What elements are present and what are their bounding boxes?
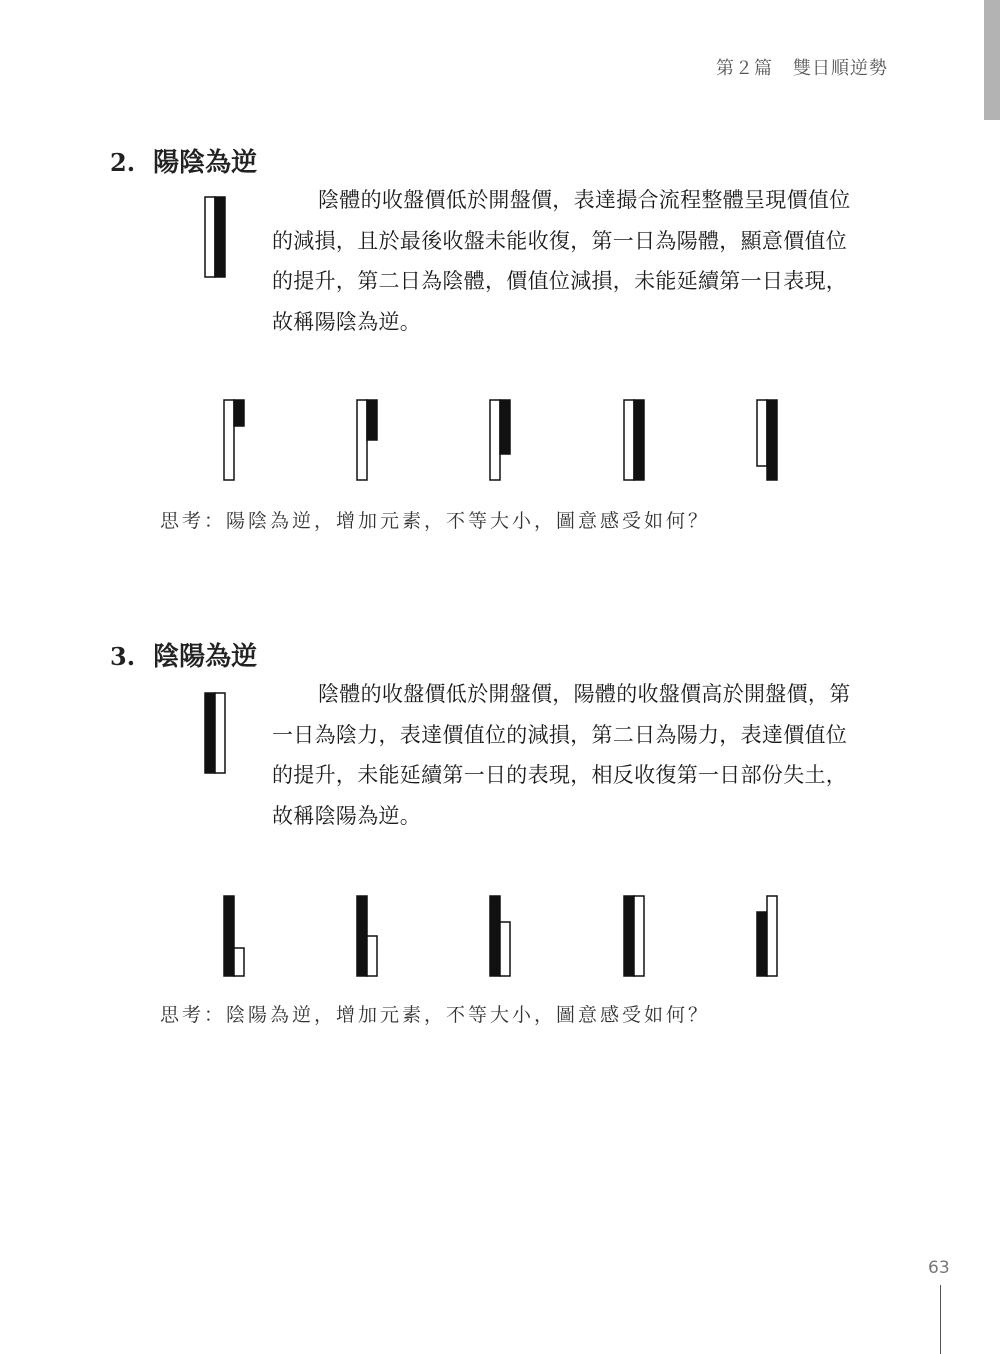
section-heading: 陽陰為逆 bbox=[153, 148, 258, 178]
candle-pair-3 bbox=[490, 896, 510, 976]
yang-candle bbox=[367, 936, 377, 976]
para-line: 故稱陰陽為逆。 bbox=[272, 803, 422, 828]
section-heading: 陰陽為逆 bbox=[153, 642, 258, 672]
yin-candle bbox=[757, 912, 767, 976]
candle-pair-5 bbox=[757, 400, 777, 480]
yin-candle bbox=[224, 896, 234, 976]
candle-pair-4 bbox=[624, 896, 644, 976]
yang-candle bbox=[224, 400, 234, 480]
section-3-think: 思考：陰陽為逆，增加元素，不等大小，圖意感受如何？ bbox=[160, 1004, 711, 1026]
yang-candle bbox=[500, 922, 510, 976]
running-header bbox=[716, 54, 888, 80]
section-3-icon-candles bbox=[204, 692, 228, 776]
candle-pair-3 bbox=[490, 400, 510, 480]
yin-candle bbox=[205, 693, 215, 773]
para-line: 一日為陰力，表達價值位的減損，第二日為陽力，表達價值位 bbox=[272, 722, 848, 747]
chapter-thumb-tab bbox=[984, 0, 1000, 120]
page-number-rule bbox=[940, 1285, 941, 1354]
header-chapter: 第２篇 bbox=[716, 58, 773, 79]
candle-pair-2 bbox=[357, 400, 377, 480]
yang-candle bbox=[215, 693, 225, 773]
candle-pair-4 bbox=[624, 400, 644, 480]
yang-candle bbox=[757, 400, 767, 466]
section-2-think: 思考：陽陰為逆，增加元素，不等大小，圖意感受如何？ bbox=[160, 510, 711, 532]
para-line: 陰體的收盤價低於開盤價，陽體的收盤價高於開盤價，第 bbox=[318, 682, 851, 706]
yin-candle bbox=[490, 896, 500, 976]
yang-candle bbox=[624, 400, 634, 480]
yin-candle bbox=[624, 896, 634, 976]
yin-candle bbox=[767, 400, 777, 480]
section-3-paragraph bbox=[272, 674, 892, 836]
section-2-candle-figures bbox=[0, 398, 1000, 484]
yang-candle bbox=[490, 400, 500, 480]
yang-candle bbox=[205, 197, 215, 277]
section-3-candle-figures bbox=[0, 894, 1000, 980]
para-line: 陰體的收盤價低於開盤價，表達撮合流程整體呈現價值位 bbox=[318, 188, 851, 212]
yin-candle bbox=[367, 400, 377, 440]
section-number: 3. bbox=[110, 642, 136, 671]
header-title: 雙日順逆勢 bbox=[793, 58, 888, 79]
yin-candle bbox=[500, 400, 510, 454]
para-line: 的減損，且於最後收盤未能收復，第一日為陽體，顯意價值位 bbox=[272, 228, 848, 253]
para-line: 故稱陽陰為逆。 bbox=[272, 309, 422, 334]
page-number: 63 bbox=[928, 1258, 950, 1278]
yin-candle bbox=[234, 400, 244, 426]
section-number: 2. bbox=[110, 148, 136, 177]
yang-candle bbox=[634, 896, 644, 976]
yin-candle bbox=[634, 400, 644, 480]
yang-candle bbox=[234, 948, 244, 976]
section-2-icon-candles bbox=[204, 196, 228, 280]
section-3-title bbox=[110, 636, 257, 673]
yang-candle bbox=[767, 896, 777, 976]
para-line: 的提升，第二日為陰體，價值位減損，未能延續第一日表現， bbox=[272, 269, 848, 293]
section-2-paragraph bbox=[272, 180, 892, 342]
candle-pair-1 bbox=[224, 896, 244, 976]
yang-candle bbox=[357, 400, 367, 480]
para-line: 的提升，未能延續第一日的表現，相反收復第一日部份失土， bbox=[272, 763, 848, 787]
yin-candle bbox=[215, 197, 225, 277]
candle-pair-5 bbox=[757, 896, 777, 976]
candle-pair-1 bbox=[224, 400, 244, 480]
section-2-title bbox=[110, 142, 257, 179]
yin-candle bbox=[357, 896, 367, 976]
candle-pair-2 bbox=[357, 896, 377, 976]
